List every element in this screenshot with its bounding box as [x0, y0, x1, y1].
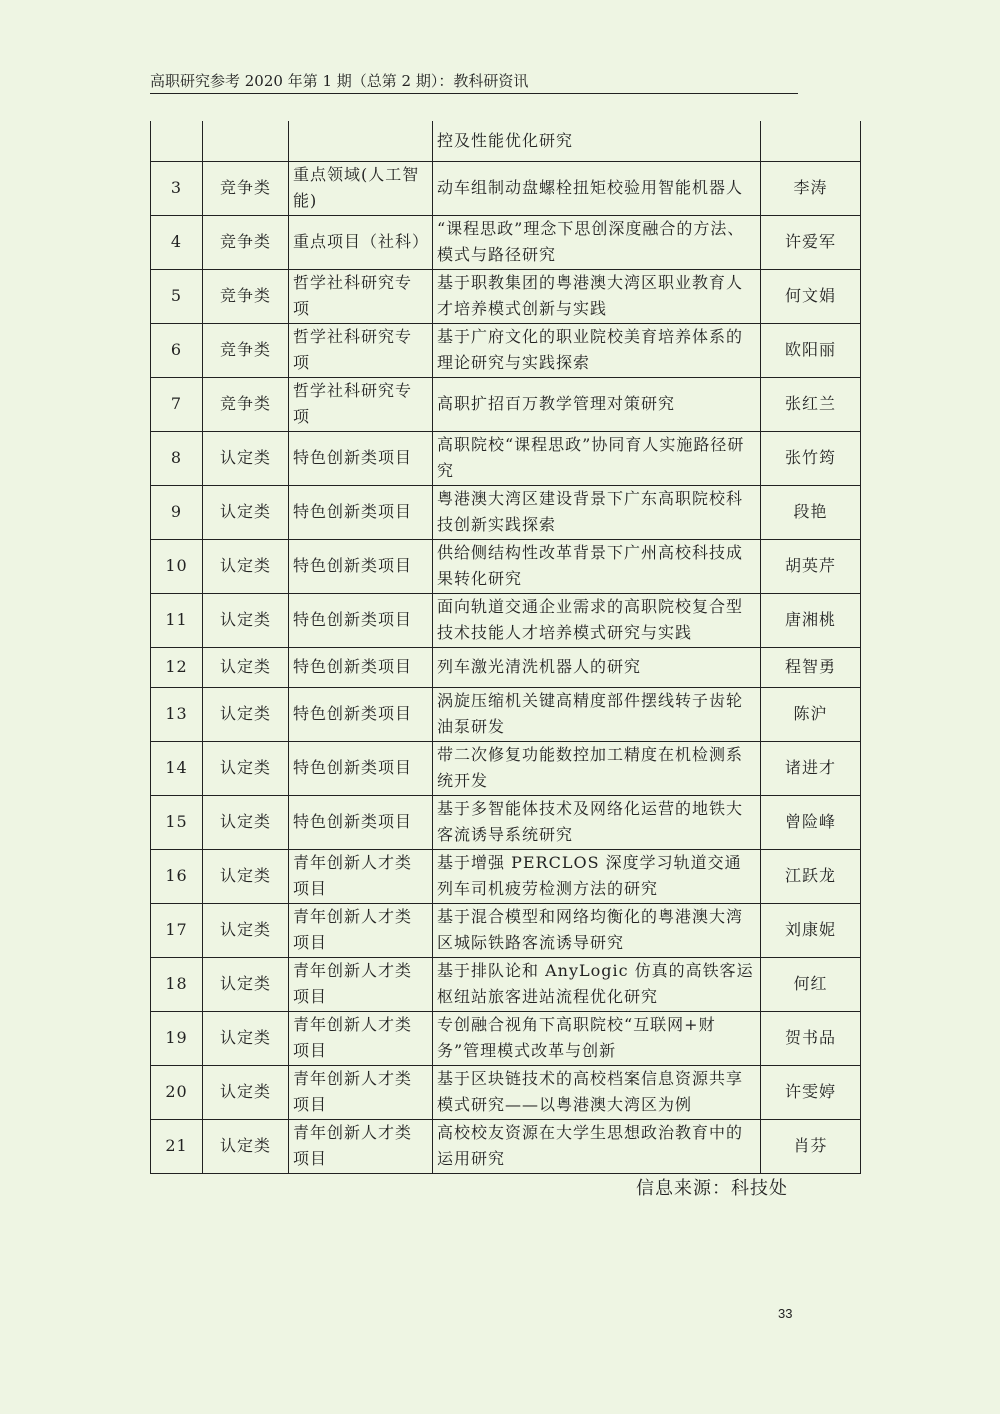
row-number-cell: 6: [151, 323, 203, 377]
lead-person-cell: 许雯婷: [761, 1065, 861, 1119]
project-type-cell: [289, 121, 433, 161]
row-number-cell: 21: [151, 1119, 203, 1173]
row-number-cell: [151, 121, 203, 161]
row-number-cell: 13: [151, 687, 203, 741]
row-number-cell: 17: [151, 903, 203, 957]
lead-person-cell: 欧阳丽: [761, 323, 861, 377]
project-type-cell: 特色创新类项目: [289, 431, 433, 485]
table-row: [151, 377, 861, 431]
project-title-cell: 供给侧结构性改革背景下广州高校科技成果转化研究: [433, 539, 761, 593]
table-row: [151, 1065, 861, 1119]
info-source: 信息来源：科技处: [636, 1178, 788, 1199]
lead-person-cell: 许爱军: [761, 215, 861, 269]
project-title-cell: 基于职教集团的粤港澳大湾区职业教育人才培养模式创新与实践: [433, 269, 761, 323]
project-title-cell: 基于增强 PERCLOS 深度学习轨道交通列车司机疲劳检测方法的研究: [433, 849, 761, 903]
project-type-cell: 青年创新人才类项目: [289, 1011, 433, 1065]
category-cell: 认定类: [203, 1119, 289, 1173]
project-type-cell: 特色创新类项目: [289, 485, 433, 539]
project-type-cell: 特色创新类项目: [289, 687, 433, 741]
project-type-cell: 重点领域(人工智能): [289, 161, 433, 215]
table-row: [151, 431, 861, 485]
row-number-cell: 3: [151, 161, 203, 215]
table-row: [151, 741, 861, 795]
category-cell: 竞争类: [203, 323, 289, 377]
category-cell: 认定类: [203, 795, 289, 849]
table-row: [151, 687, 861, 741]
project-type-cell: 特色创新类项目: [289, 593, 433, 647]
page-header: 高职研究参考 2020 年第 1 期（总第 2 期）：教科研资讯: [150, 72, 529, 90]
table-row: [151, 795, 861, 849]
category-cell: 认定类: [203, 1011, 289, 1065]
project-title-cell: 基于区块链技术的高校档案信息资源共享模式研究——以粤港澳大湾区为例: [433, 1065, 761, 1119]
lead-person-cell: 贺书品: [761, 1011, 861, 1065]
table-row-continuation: [151, 121, 861, 161]
lead-person-cell: 诸进才: [761, 741, 861, 795]
category-cell: 认定类: [203, 593, 289, 647]
project-type-cell: 哲学社科研究专项: [289, 377, 433, 431]
table-row: [151, 593, 861, 647]
project-title-cell: “课程思政”理念下思创深度融合的方法、模式与路径研究: [433, 215, 761, 269]
project-title-cell: 高校校友资源在大学生思想政治教育中的运用研究: [433, 1119, 761, 1173]
row-number-cell: 14: [151, 741, 203, 795]
category-cell: 认定类: [203, 849, 289, 903]
table-row: [151, 161, 861, 215]
lead-person-cell: 陈沪: [761, 687, 861, 741]
lead-person-cell: 张竹筠: [761, 431, 861, 485]
project-title-cell: 带二次修复功能数控加工精度在机检测系统开发: [433, 741, 761, 795]
row-number-cell: 15: [151, 795, 203, 849]
lead-person-cell: [761, 121, 861, 161]
row-number-cell: 8: [151, 431, 203, 485]
project-title-cell: 面向轨道交通企业需求的高职院校复合型技术技能人才培养模式研究与实践: [433, 593, 761, 647]
lead-person-cell: 张红兰: [761, 377, 861, 431]
row-number-cell: 10: [151, 539, 203, 593]
category-cell: 认定类: [203, 431, 289, 485]
category-cell: 认定类: [203, 957, 289, 1011]
project-table-body: [151, 121, 861, 1173]
project-table: [150, 121, 861, 1174]
project-type-cell: 青年创新人才类项目: [289, 1119, 433, 1173]
project-title-cell: 动车组制动盘螺栓扭矩校验用智能机器人: [433, 161, 761, 215]
row-number-cell: 20: [151, 1065, 203, 1119]
lead-person-cell: 胡英芹: [761, 539, 861, 593]
project-type-cell: 青年创新人才类项目: [289, 903, 433, 957]
project-title-cell: 粤港澳大湾区建设背景下广东高职院校科技创新实践探索: [433, 485, 761, 539]
table-row: [151, 485, 861, 539]
row-number-cell: 18: [151, 957, 203, 1011]
project-title-cell: 列车激光清洗机器人的研究: [433, 647, 761, 687]
lead-person-cell: 唐湘桃: [761, 593, 861, 647]
project-type-cell: 青年创新人才类项目: [289, 957, 433, 1011]
project-title-cell: 基于多智能体技术及网络化运营的地铁大客流诱导系统研究: [433, 795, 761, 849]
category-cell: 认定类: [203, 903, 289, 957]
lead-person-cell: 刘康妮: [761, 903, 861, 957]
table-row: [151, 1119, 861, 1173]
project-type-cell: 哲学社科研究专项: [289, 323, 433, 377]
project-title-cell: 高职院校“课程思政”协同育人实施路径研究: [433, 431, 761, 485]
project-type-cell: 特色创新类项目: [289, 539, 433, 593]
project-title-cell: 高职扩招百万教学管理对策研究: [433, 377, 761, 431]
project-type-cell: 特色创新类项目: [289, 647, 433, 687]
lead-person-cell: 曾险峰: [761, 795, 861, 849]
project-title-cell: 控及性能优化研究: [433, 121, 761, 161]
row-number-cell: 4: [151, 215, 203, 269]
row-number-cell: 7: [151, 377, 203, 431]
row-number-cell: 9: [151, 485, 203, 539]
category-cell: 认定类: [203, 485, 289, 539]
category-cell: 认定类: [203, 687, 289, 741]
table-row: [151, 647, 861, 687]
project-title-cell: 专创融合视角下高职院校“互联网+财务”管理模式改革与创新: [433, 1011, 761, 1065]
category-cell: 认定类: [203, 741, 289, 795]
category-cell: 竞争类: [203, 377, 289, 431]
project-title-cell: 基于广府文化的职业院校美育培养体系的理论研究与实践探索: [433, 323, 761, 377]
category-cell: 认定类: [203, 1065, 289, 1119]
category-cell: 竞争类: [203, 269, 289, 323]
project-title-cell: 涡旋压缩机关键高精度部件摆线转子齿轮油泵研发: [433, 687, 761, 741]
row-number-cell: 5: [151, 269, 203, 323]
row-number-cell: 19: [151, 1011, 203, 1065]
row-number-cell: 16: [151, 849, 203, 903]
lead-person-cell: 江跃龙: [761, 849, 861, 903]
lead-person-cell: 肖芬: [761, 1119, 861, 1173]
table-row: [151, 957, 861, 1011]
project-type-cell: 重点项目（社科）: [289, 215, 433, 269]
category-cell: [203, 121, 289, 161]
header-rule: [150, 93, 798, 94]
table-row: [151, 323, 861, 377]
category-cell: 认定类: [203, 647, 289, 687]
category-cell: 认定类: [203, 539, 289, 593]
project-title-cell: 基于混合模型和网络均衡化的粤港澳大湾区城际铁路客流诱导研究: [433, 903, 761, 957]
project-type-cell: 特色创新类项目: [289, 795, 433, 849]
table-row: [151, 539, 861, 593]
page-number: 33: [778, 1306, 793, 1321]
table-row: [151, 269, 861, 323]
row-number-cell: 11: [151, 593, 203, 647]
table-row: [151, 903, 861, 957]
project-type-cell: 特色创新类项目: [289, 741, 433, 795]
table-row: [151, 849, 861, 903]
lead-person-cell: 何红: [761, 957, 861, 1011]
table-row: [151, 1011, 861, 1065]
lead-person-cell: 何文娟: [761, 269, 861, 323]
row-number-cell: 12: [151, 647, 203, 687]
project-type-cell: 青年创新人才类项目: [289, 1065, 433, 1119]
lead-person-cell: 段艳: [761, 485, 861, 539]
lead-person-cell: 程智勇: [761, 647, 861, 687]
project-title-cell: 基于排队论和 AnyLogic 仿真的高铁客运枢纽站旅客进站流程优化研究: [433, 957, 761, 1011]
lead-person-cell: 李涛: [761, 161, 861, 215]
category-cell: 竞争类: [203, 161, 289, 215]
project-type-cell: 青年创新人才类项目: [289, 849, 433, 903]
table-row: [151, 215, 861, 269]
category-cell: 竞争类: [203, 215, 289, 269]
project-type-cell: 哲学社科研究专项: [289, 269, 433, 323]
